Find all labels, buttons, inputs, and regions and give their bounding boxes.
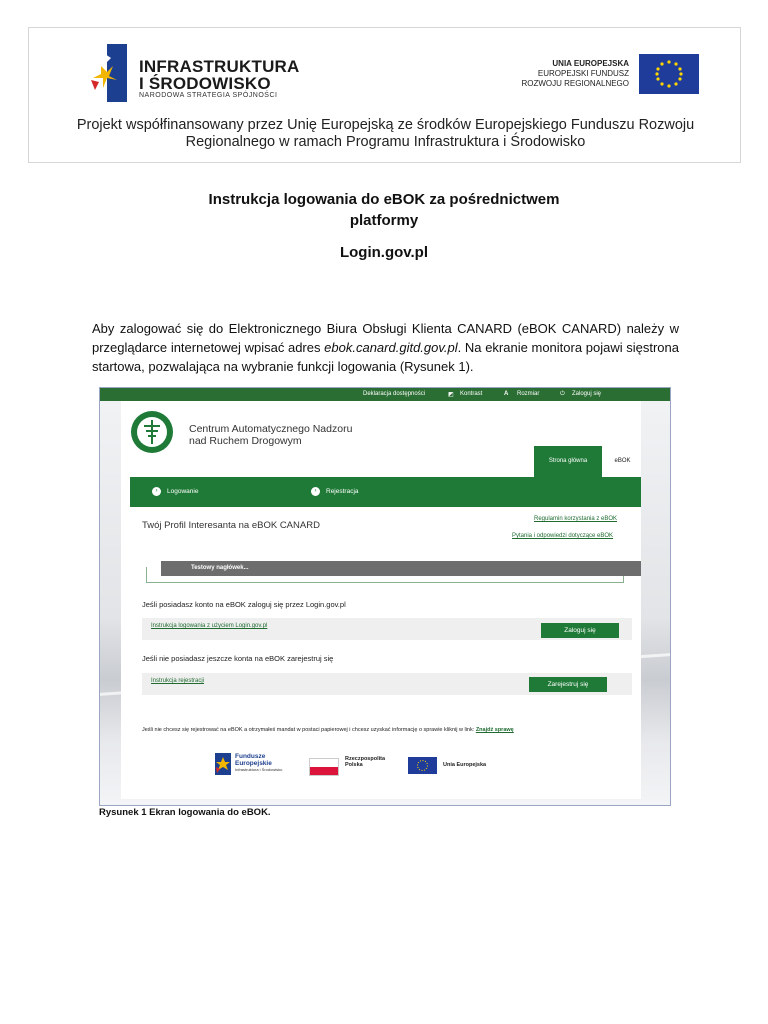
infrastruktura-logo-icon xyxy=(87,44,127,102)
profile-title: Twój Profil Interesanta na eBOK CANARD xyxy=(142,520,320,531)
eu-flag-small-icon xyxy=(408,757,437,774)
tab-home[interactable]: Strona główna xyxy=(534,446,602,477)
register-button[interactable]: Zarejestruj się xyxy=(529,677,607,692)
login-icon: ⏻ xyxy=(560,391,565,397)
ebok-screenshot xyxy=(99,387,671,806)
top-utility-bar xyxy=(100,388,670,401)
login-instruction-link[interactable]: Instrukcja logowania z użyciem Login.gov.pl xyxy=(151,623,268,629)
nav-register[interactable]: › Rejestracja xyxy=(311,487,359,496)
rzeczpospolita-label: Rzeczpospolita Polska xyxy=(345,756,386,768)
chevron-right-icon: › xyxy=(311,487,320,496)
fundusze-europejskie-icon xyxy=(215,753,231,775)
contrast-icon: ◩ xyxy=(448,392,454,398)
infrastruktura-title: INFRASTRUKTURA I ŚRODOWISKO xyxy=(139,57,300,93)
ebok-page xyxy=(121,401,641,799)
canard-logo-icon xyxy=(130,410,174,454)
header-banner xyxy=(28,27,741,163)
figure-caption: Rysunek 1 Ekran logowania do eBOK. xyxy=(99,807,271,818)
login-row xyxy=(142,618,632,640)
contrast-link[interactable]: Kontrast xyxy=(460,391,483,397)
register-row xyxy=(142,673,632,695)
chevron-right-icon: › xyxy=(152,487,161,496)
nav-login[interactable]: › Logowanie xyxy=(152,487,198,496)
fundusze-europejskie-label: Fundusze Europejskie Infrastruktura i Środowisko xyxy=(235,753,283,772)
site-name: Centrum Automatycznego Nadzoru nad Ruchem Drogowym xyxy=(189,423,353,447)
top-login-link[interactable]: Zaloguj się xyxy=(572,391,602,397)
test-header: Testowy nagłówek... xyxy=(161,561,641,576)
document-subtitle: Login.gov.pl xyxy=(339,244,429,261)
intro-paragraph: Aby zalogować się do Elektronicznego Biura Obsługi Klienta CANARD (eBOK CANARD) należy w przeglądarce internetowej wpisać adres ebok.canard.gitd.gov.pl. Na ekranie monitora pojawi sięstrona startowa, pozwalająca na wybranie funkcji logowania (Rysunek 1). xyxy=(92,321,680,374)
main-nav-bar xyxy=(130,477,641,507)
tab-ebok[interactable]: eBOK xyxy=(614,458,631,464)
document-title: Instrukcja logowania do eBOK za pośrednictwem platformy xyxy=(208,191,560,229)
eu-flag-icon xyxy=(639,54,699,94)
infrastruktura-subtitle: NARODOWA STRATEGIA SPÓJNOŚCI xyxy=(139,92,278,99)
ebok-address: ebok.canard.gitd.gov.pl xyxy=(324,340,458,355)
footer-info: Jeśli nie chcesz się rejestrować na eBOK a otrzymałeś mandat w postaci papierowej i chcesz uzyskać informację o sprawie kliknij w link: Znajdź sprawę xyxy=(142,727,514,733)
declaration-link[interactable]: Deklaracja dostępności xyxy=(363,391,426,397)
register-instruction-link[interactable]: Instrukcja rejestracji xyxy=(151,678,205,684)
find-case-link[interactable]: Znajdź sprawę xyxy=(475,727,514,733)
unia-europejska-label: Unia Europejska xyxy=(443,762,487,768)
cofinancing-note: Projekt współfinansowany przez Unię Europejską ze środków Europejskiego Funduszu Rozwoju Regionalnego w ramach Programu Infrastruktura i Środowisko xyxy=(76,117,695,150)
login-section-text: Jeśli posiadasz konto na eBOK zaloguj się przez Login.gov.pl xyxy=(142,600,346,609)
funding-logos xyxy=(121,753,641,781)
font-size-link[interactable]: Rozmiar xyxy=(517,391,540,397)
login-button[interactable]: Zaloguj się xyxy=(541,623,619,638)
polish-flag-icon xyxy=(309,758,339,776)
register-section-text: Jeśli nie posiadasz jeszcze konta na eBOK zarejestruj się xyxy=(142,654,334,663)
faq-link[interactable]: Pytania i odpowiedzi dotyczące eBOK xyxy=(512,533,614,539)
font-size-icon: A xyxy=(504,391,509,397)
terms-link[interactable]: Regulamin korzystania z eBOK xyxy=(534,516,618,522)
eu-fund-label: UNIA EUROPEJSKA EUROPEJSKI FUNDUSZ ROZWOJU REGIONALNEGO xyxy=(521,59,629,88)
